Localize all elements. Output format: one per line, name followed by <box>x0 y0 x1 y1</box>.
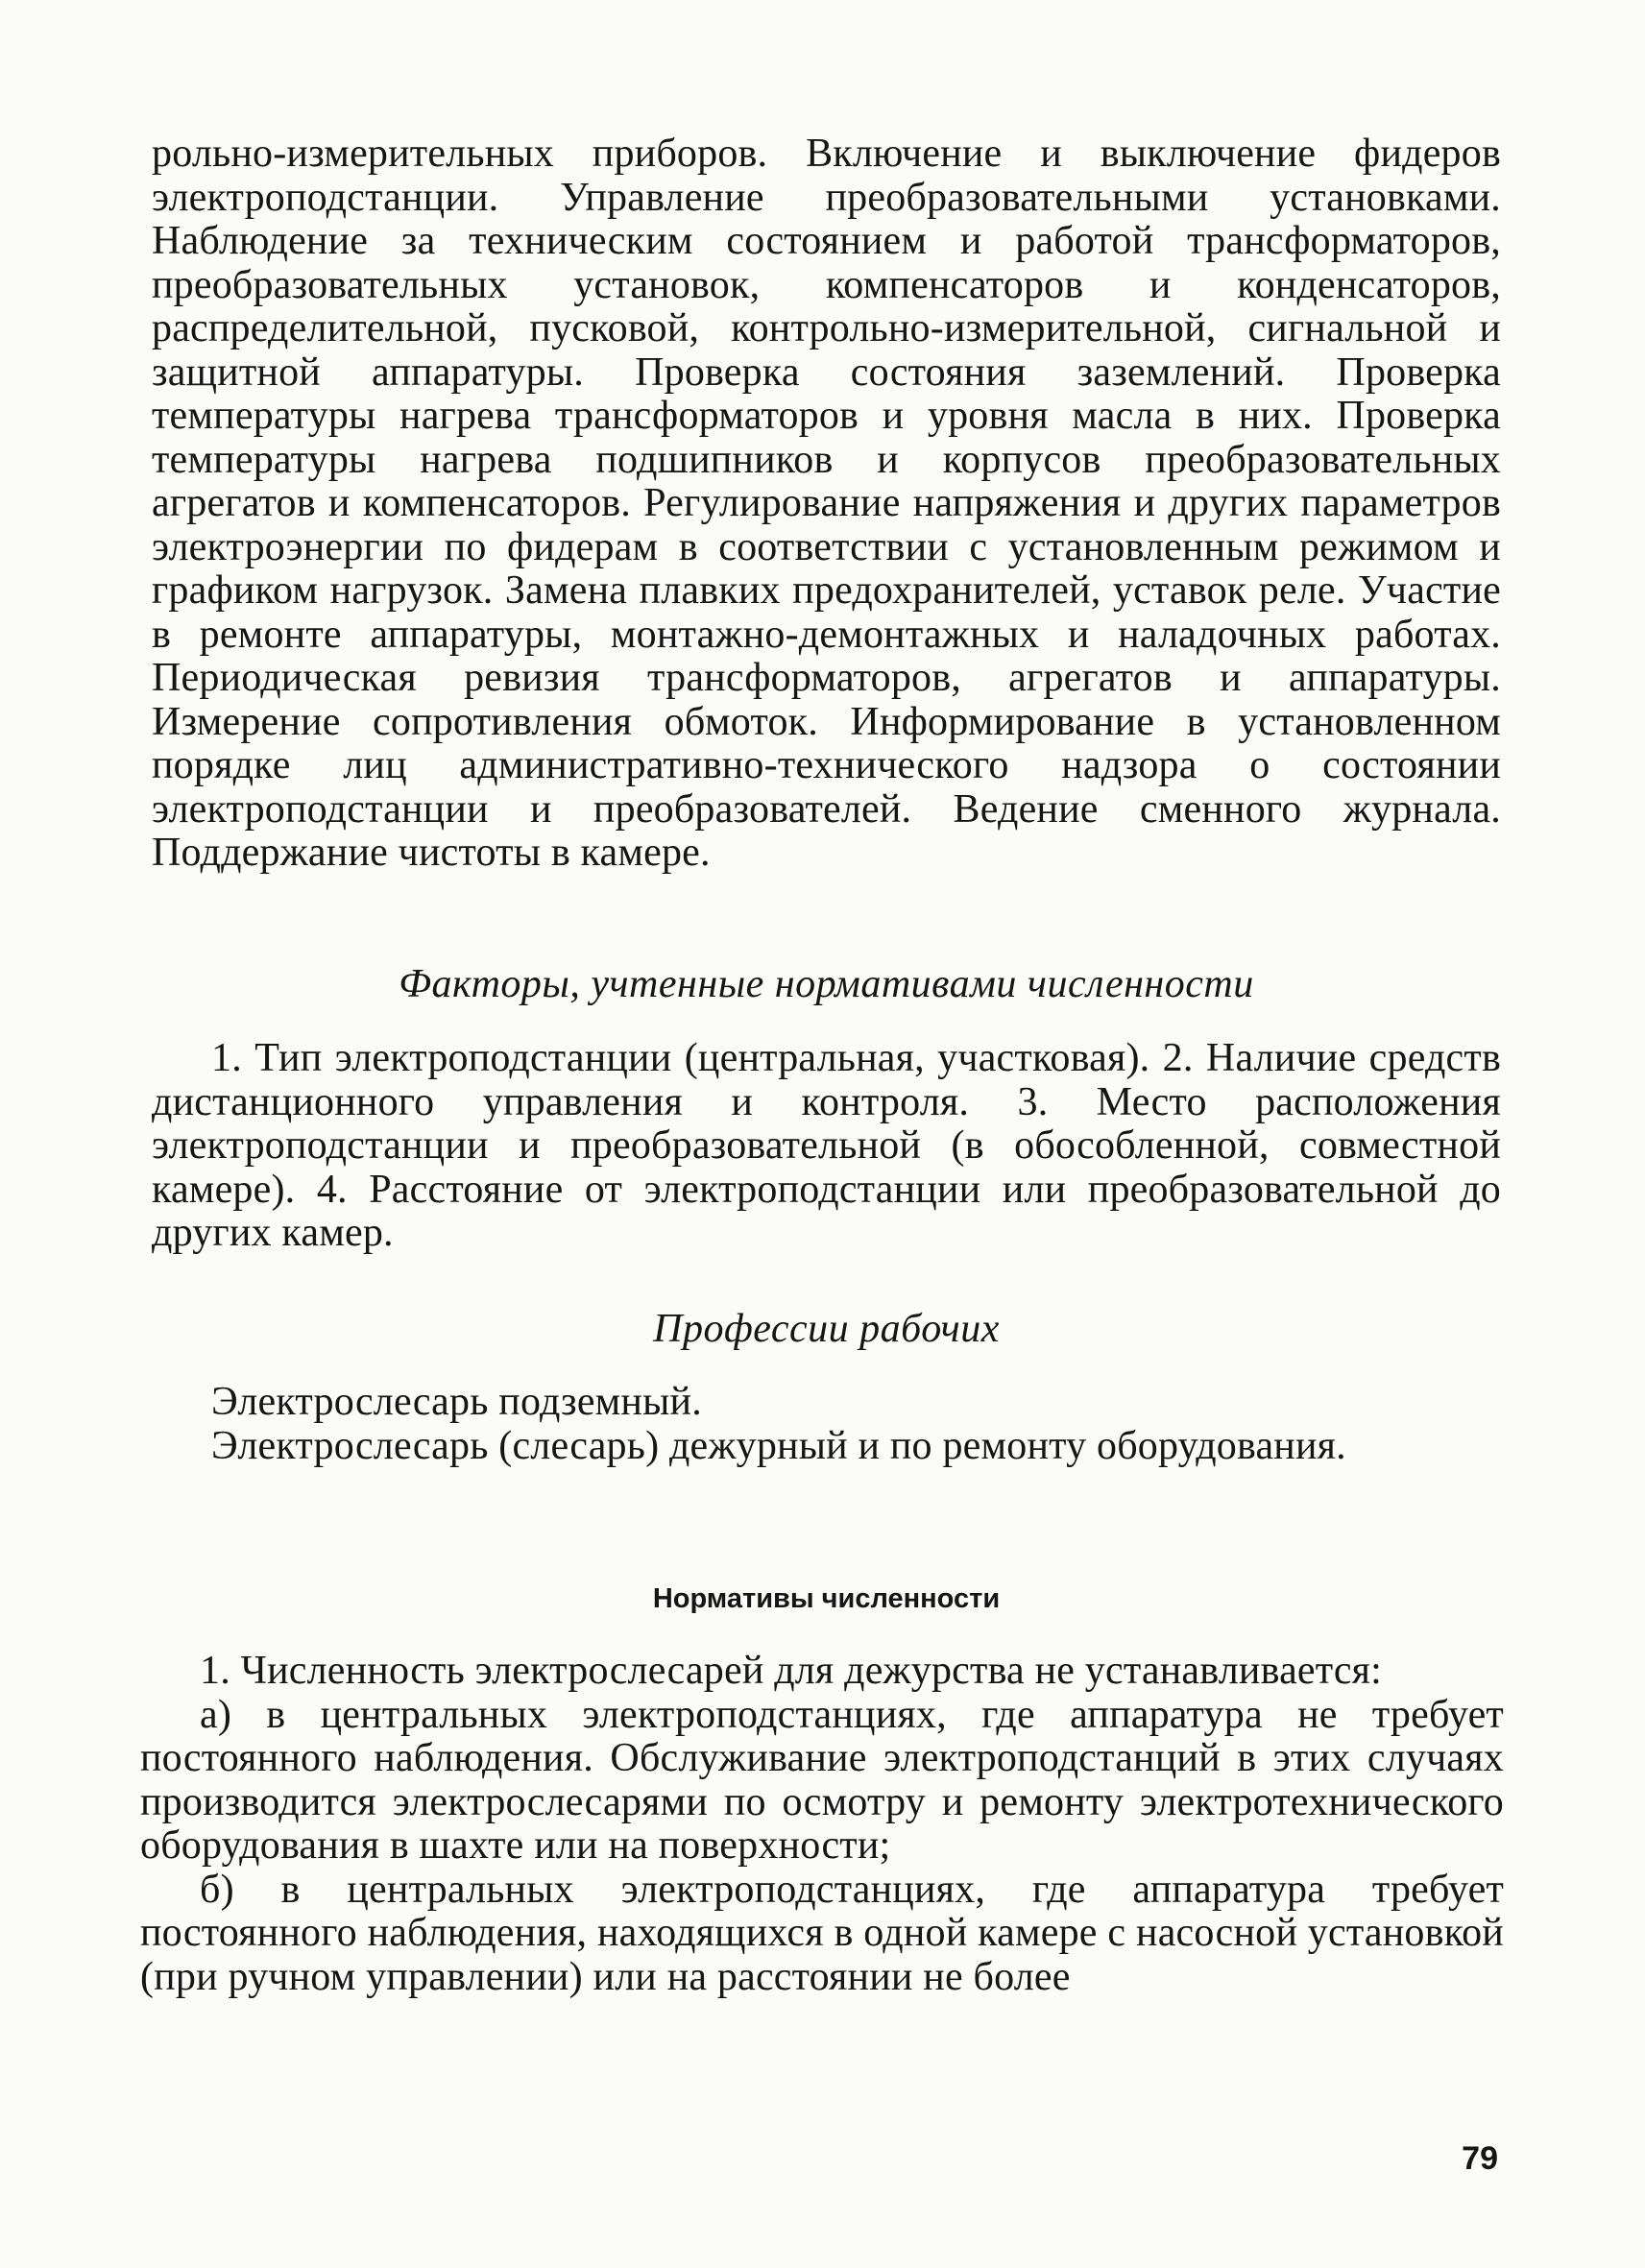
profession-item: Электрослесарь (слесарь) дежурный и по ремонту оборудования. <box>211 1423 1346 1468</box>
factors-section <box>152 1037 1501 1256</box>
intro-section <box>152 133 1501 876</box>
professions-section <box>152 1381 1501 1468</box>
intro-paragraph: рольно-измерительных приборов. Включение и выключение фидеров электроподстанции. Управление преобразовательными установками. Наблюдение за техническим состоянием и работой трансформаторов, преобразовательных установок, компенсаторов и конденсаторов, распределительной, пусковой, контрольно-измерительной, сигнальной и защитной аппаратуры. Проверка состояния заземлений. Проверка температуры нагрева трансформаторов и уровня масла в них. Проверка температуры нагрева подшипников и корпусов преобразовательных агрегатов и компенсаторов. Регулирование напряжения и других параметров электроэнергии по фидерам в соответствии с установленным режимом и графиком нагрузок. Замена плавких предохранителей, уставок реле. Участие в ремонте аппаратуры, монтажно-демонтажных и наладочных работах. Периодическая ревизия трансформаторов, агрегатов и аппаратуры. Измерение сопротивления обмоток. Информирование в установленном порядке лиц административно-технического надзора о состоянии электроподстанции и преобразователей. Ведение сменного журнала. Поддержание чистоты в камере. <box>152 132 1501 875</box>
page-number: 79 <box>1462 2140 1498 2177</box>
norms-section <box>140 1650 1504 1999</box>
norms-item-1: 1. Численность электрослесарей для дежурства не устанавливается: <box>200 1649 1383 1693</box>
norms-item-a: а) в центральных электроподстанциях, где аппаратура не требует постоянного наблюдения. Обслуживание электроподстанций в этих случаях производится электрослесарями по осмотру и ремонту электротехнического оборудования в шахте или на поверхности; <box>140 1692 1504 1868</box>
factors-heading: Факторы, учтенные нормативами численности <box>399 962 1254 1006</box>
professions-heading: Профессии рабочих <box>653 1307 1000 1351</box>
norms-heading: Нормативы численности <box>652 1583 1001 1614</box>
norms-item-b: б) в центральных электроподстанциях, где аппаратура требует постоянного наблюдения, находящихся в одной камере с насосной установкой (при ручном управлении) или на расстоянии не более <box>140 1867 1504 1999</box>
factors-paragraph: 1. Тип электроподстанции (центральная, участковая). 2. Наличие средств дистанционного управления и контроля. 3. Место расположения электроподстанции и преобразовательной (в обособленной, совместной камере). 4. Расстояние от электроподстанции или преобразовательной до других камер. <box>152 1036 1501 1255</box>
profession-item: Электрослесарь подземный. <box>211 1380 702 1424</box>
